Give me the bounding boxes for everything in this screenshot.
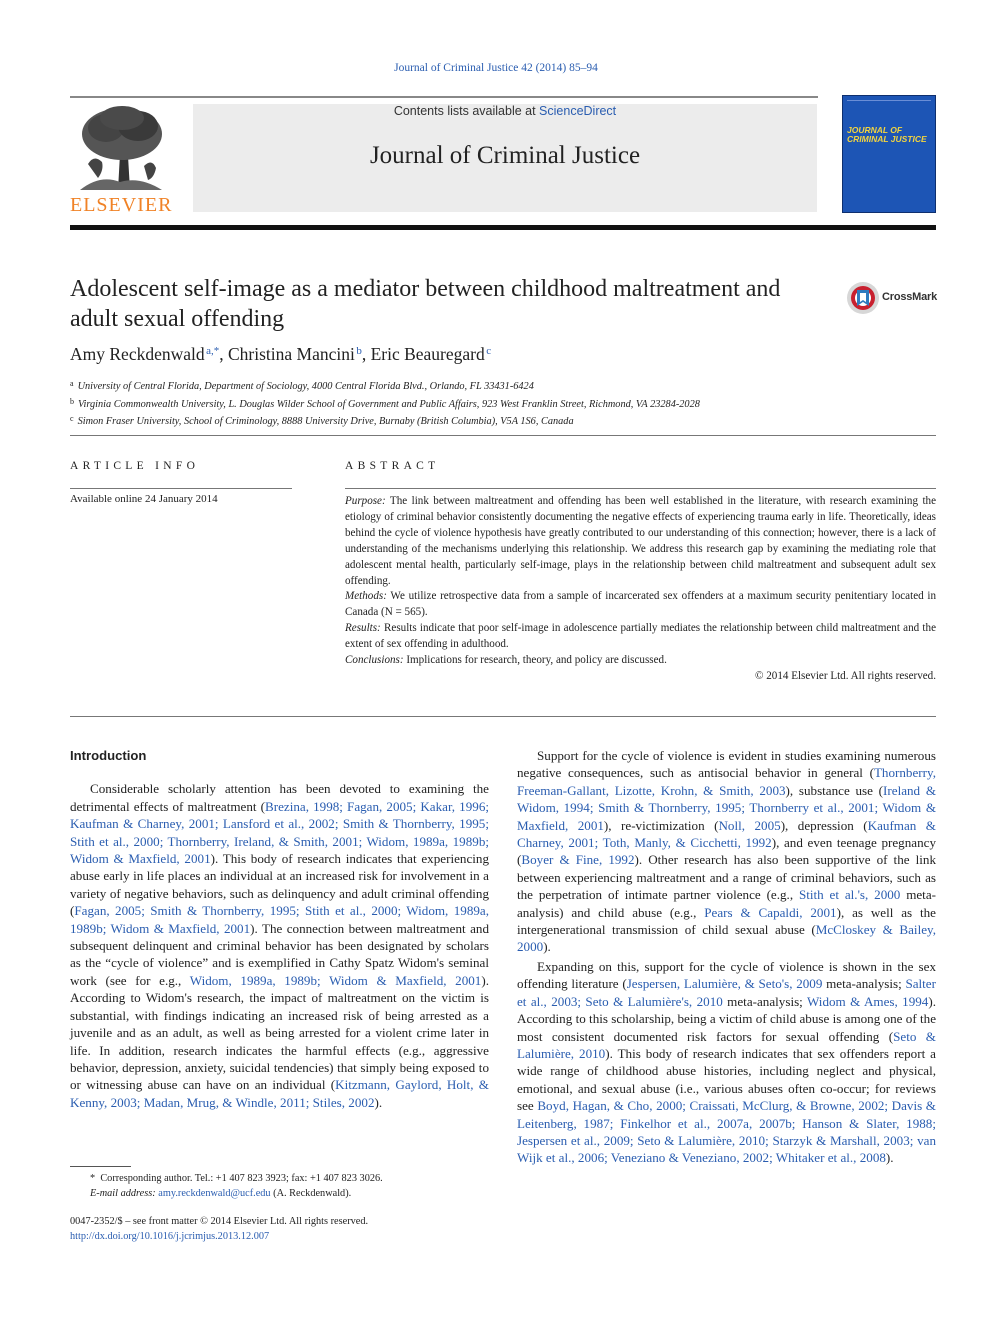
header-bottom-rule xyxy=(70,225,936,230)
citation-link[interactable]: Stith et al.'s, 2000 xyxy=(798,887,901,903)
abstract-copyright: © 2014 Elsevier Ltd. All rights reserved. xyxy=(755,669,936,682)
crossmark-icon xyxy=(846,281,880,315)
footnote-corresponding: * Corresponding author. Tel.: +1 407 823 3923; fax: +1 407 823 3026. xyxy=(90,1173,383,1184)
citation-link[interactable]: Fagan, 2005; Smith & Thornberry, 1995; Stith et al., 2000; Widom, 1989a, 1989b; Widom & Maxfield, 2001 xyxy=(70,903,489,936)
crossmark-label: CrossMark xyxy=(882,291,938,303)
author-name[interactable]: Amy Reckdenwald xyxy=(70,344,205,364)
abstract-body xyxy=(345,494,936,685)
author-list: Amy Reckdenwald $^{a,*}$, Christina Mancini $^b$, Eric Beauregard $^c$ xyxy=(70,344,492,364)
footnote-marker: * xyxy=(90,1173,96,1184)
abstract-results: Results: Results indicate that poor self-image in adolescence partially mediates the relationship between child maltreatment and the extent of sex offending in adulthood. xyxy=(345,622,936,651)
section-heading-introduction: Introduction xyxy=(70,748,147,763)
crossmark-badge[interactable] xyxy=(846,281,941,315)
abstract-rule xyxy=(345,488,936,489)
article-title: Adolescent self-image as a mediator between childhood maltreatment and adult sexual offending xyxy=(70,276,781,332)
citation-link[interactable]: Salter et al., 2003; Seto & Lalumière's, 2010 xyxy=(517,976,936,1009)
citation-link[interactable]: Boyd, Hagan, & Cho, 2000; Craissati, McClurg, & Browne, 2002; Davis & Leitenberg, 1987; Finkelhor et al., 2007a, 2007b; Hanson & Slater, 1988; Jespersen et al., 2009; Seto & Lalumière, 2010; Starzyk & Marshall, 2003; van Wijk et al., 2006; Veneziano & Veneziano, 2002; Whitaker et al., 2008 xyxy=(517,1098,936,1166)
email-link[interactable]: amy.reckdenwald@ucf.edu xyxy=(158,1188,271,1199)
journal-masthead xyxy=(193,104,817,212)
citation-link[interactable]: Widom, 1989a, 1989b; Widom & Maxfield, 2001 xyxy=(189,972,482,988)
cover-strip xyxy=(847,100,931,104)
abstract-heading: ABSTRACT xyxy=(345,460,440,472)
header-top-rule xyxy=(70,96,818,98)
citation-link[interactable]: Widom & Ames, 1994 xyxy=(806,993,929,1009)
citation-link[interactable]: Jespersen, Lalumière, & Seto's, 2009 xyxy=(626,976,823,992)
affiliation: $^a$ University of Central Florida, Department of Sociology, 4000 Central Florida Blvd., Orlando, FL 33431-6424 xyxy=(70,379,534,392)
cover-title: JOURNAL OF CRIMINAL JUSTICE xyxy=(847,125,927,144)
affiliation: $^b$ Virginia Commonwealth University, L. Douglas Wilder School of Government and Public Affairs, 923 West Franklin Street, Richmond, VA 23284-2028 xyxy=(70,396,700,410)
elsevier-wordmark: ELSEVIER xyxy=(70,194,173,216)
abstract-purpose: Purpose: The link between maltreatment and offending has been well established in the literature, with research examining the etiology of criminal behavior consistently documenting the negative effects of experiencing trauma early in life. Theoretically, ideas behind the cycle of violence hypothesis have greatly contributed to our understanding of this connection; however, there is a lack of understanding of the mechanisms underlying this relationship. We address this research gap by examining the mediating role that adolescent mental health, particularly self-image, plays in the relationship between child maltreatment and subsequent adult sex offending. xyxy=(345,495,937,587)
citation-link[interactable]: Ireland & Widom, 1994; Smith & Thornberry, 1995; Thornberry et al., 2001; Widom & Maxfield, 2001 xyxy=(517,782,936,833)
journal-title[interactable]: Journal of Criminal Justice xyxy=(369,142,641,169)
issn-line: 0047-2352/$ – see front matter © 2014 Elsevier Ltd. All rights reserved. xyxy=(70,1216,369,1227)
affiliation: $^c$ Simon Fraser University, School of Criminology, 8888 University Drive, Burnaby (British Columbia), V5A 1S6, Canada xyxy=(70,414,574,427)
abstract-end-rule xyxy=(70,716,936,717)
available-online-date: Available online 24 January 2014 xyxy=(70,493,218,505)
body-column-right xyxy=(517,747,936,1167)
elsevier-logo[interactable] xyxy=(70,104,172,216)
citation-link[interactable]: Thornberry, Freeman-Gallant, Lizotte, Krohn, & Smith, 2003 xyxy=(517,765,936,798)
elsevier-tree-icon xyxy=(70,104,172,192)
citation-link[interactable]: Brezina, 1998; Fagan, 2005; Kakar, 1996; Kaufman & Charney, 2001; Lansford et al., 2002; Smith & Thornberry, 1995; Stith et al., 2000; Thornberry, Ireland, & Smith, 2001; Widom, 1989a, 1989b; Widom & Maxfield, 2001 xyxy=(70,798,490,867)
contents-prefix: Contents lists available at xyxy=(393,104,540,118)
citation-link[interactable]: Kaufman & Charney, 2001; Toth, Manly, & Cicchetti, 1992 xyxy=(517,817,936,851)
body-paragraph: Support for the cycle of violence is evident in studies examining numerous negative consequences, such as antisocial behavior in general (Thornberry, Freeman-Gallant, Lizotte, Krohn, & Smith, 2003), substance use (Ireland & Widom, 1994; Smith & Thornberry, 1995; Thornberry et al., 2001; Widom & Maxfield, 2001), re-victimization (Noll, 2005), depression (Kaufman & Charney, 2001; Toth, Manly, & Cicchetti, 1992), and even teenage pregnancy (Boyer & Fine, 1992). Other research has also been supportive of the link between experiencing maltreatment and a range of criminal behaviors, such as the perpetration of intimate partner violence (e.g., Stith et al.'s, 2000 meta-analysis) and child abuse (e.g., Pears & Capaldi, 2001), as well as the intergenerational transmission of child sexual abuse (McCloskey & Bailey, 2000). xyxy=(517,748,936,955)
author-name[interactable]: Christina Mancini xyxy=(227,344,355,364)
citation-link[interactable]: Noll, 2005 xyxy=(718,817,781,833)
footnote-rule xyxy=(70,1166,131,1167)
citation-link[interactable]: Pears & Capaldi, 2001 xyxy=(704,904,837,920)
body-paragraph: Expanding on this, support for the cycle of violence is shown in the sex offending literature (Jespersen, Lalumière, & Seto's, 2009 meta-analysis; Salter et al., 2003; Seto & Lalumière's, 2010 meta-analysis; Widom & Ames, 1994). According to this scholarship, being a victim of child abuse is among one of the most consistent documented risk factors for sexual offending (Seto & Lalumière, 2010). This body of research indicates that sex offenders report a wide range of childhood abuse histories, including neglect and physical, emotional, and sexual abuse (i.e., various abuses often co-occur; for reviews see Boyd, Hagan, & Cho, 2000; Craissati, McClurg, & Browne, 2002; Davis & Leitenberg, 1987; Finkelhor et al., 2007a, 2007b; Hanson & Slater, 1988; Jespersen et al., 2009; Seto & Lalumière, 2010; Starzyk & Marshall, 2003; van Wijk et al., 2006; Veneziano & Veneziano, 2002; Whitaker et al., 2008). xyxy=(517,958,936,1166)
journal-cover-thumbnail[interactable] xyxy=(842,95,936,213)
abstract-conclusions: Conclusions: Implications for research, theory, and policy are discussed. xyxy=(345,654,667,667)
contents-line xyxy=(193,104,817,118)
abstract-methods: Methods: We utilize retrospective data from a sample of incarcerated sex offenders at a maximum security penitentiary located in Canada (N = 565). xyxy=(345,590,936,619)
author-affil-sup[interactable]: a,* xyxy=(206,345,220,357)
article-info-heading: ARTICLE INFO xyxy=(70,460,200,472)
author-affil-sup[interactable]: c xyxy=(486,345,492,357)
citation-link[interactable]: Boyer & Fine, 1992 xyxy=(521,852,635,868)
citation-link[interactable]: Kitzmann, Gaylord, Holt, & Kenny, 2003; Madan, Mrug, & Windle, 2011; Stiles, 2002 xyxy=(70,1077,489,1110)
citation-link[interactable]: McCloskey & Bailey, 2000 xyxy=(517,922,936,955)
sciencedirect-link[interactable]: ScienceDirect xyxy=(539,104,617,118)
section-divider xyxy=(70,435,936,436)
body-paragraph: Considerable scholarly attention has been devoted to examining the detrimental effects of maltreatment (Brezina, 1998; Fagan, 2005; Kakar, 1996; Kaufman & Charney, 2001; Lansford et al., 2002; Smith & Thornberry, 1995; Stith et al., 2000; Thornberry, Ireland, & Smith, 2001; Widom, 1989a, 1989b; Widom & Maxfield, 2001). This body of research indicates that experiencing abuse early in life places an individual at an increased risk for involvement in a variety of negative behaviors, such as delinquency and adult criminal offending (Fagan, 2005; Smith & Thornberry, 1995; Stith et al., 2000; Widom, 1989a, 1989b; Widom & Maxfield, 2001). The connection between maltreatment and subsequent delinquent and criminal behavior has been designated by scholars as the “cycle of violence” and is exemplified in Cathy Spatz Widom's seminal work (see for e.g., Widom, 1989a, 1989b; Widom & Maxfield, 2001). According to Widom's research, the impact of maltreatment on the victim is substantial, with findings indicating an increased risk of being arrested as a juvenile and as an adult, as well as being arrested for a violent crime later in life. In addition, research indicates the harmful effects (e.g., aggressive behavior, depression, anxiety, suicidal tendencies) that simply being exposed to or witnessing abuse can have on an individual (Kitzmann, Gaylord, Holt, & Kenny, 2003; Madan, Mrug, & Windle, 2011; Stiles, 2002). xyxy=(70,781,490,1110)
article-info-rule xyxy=(70,488,292,489)
author-name[interactable]: Eric Beauregard xyxy=(370,344,485,364)
journal-reference-link[interactable]: Journal of Criminal Justice 42 (2014) 85–94 xyxy=(394,62,598,74)
doi-link[interactable]: http://dx.doi.org/10.1016/j.jcrimjus.2013.12.007 xyxy=(70,1231,270,1242)
front-matter xyxy=(70,1214,489,1244)
citation-link[interactable]: Seto & Lalumière, 2010 xyxy=(517,1028,936,1061)
corresponding-footnote xyxy=(70,1171,489,1201)
affiliations xyxy=(70,377,930,430)
footnote-email: E-mail address: amy.reckdenwald@ucf.edu (A. Reckdenwald). xyxy=(90,1188,352,1199)
body-column-left xyxy=(70,747,489,1111)
journal-reference[interactable] xyxy=(0,62,992,74)
author-affil-sup[interactable]: b xyxy=(356,345,362,357)
